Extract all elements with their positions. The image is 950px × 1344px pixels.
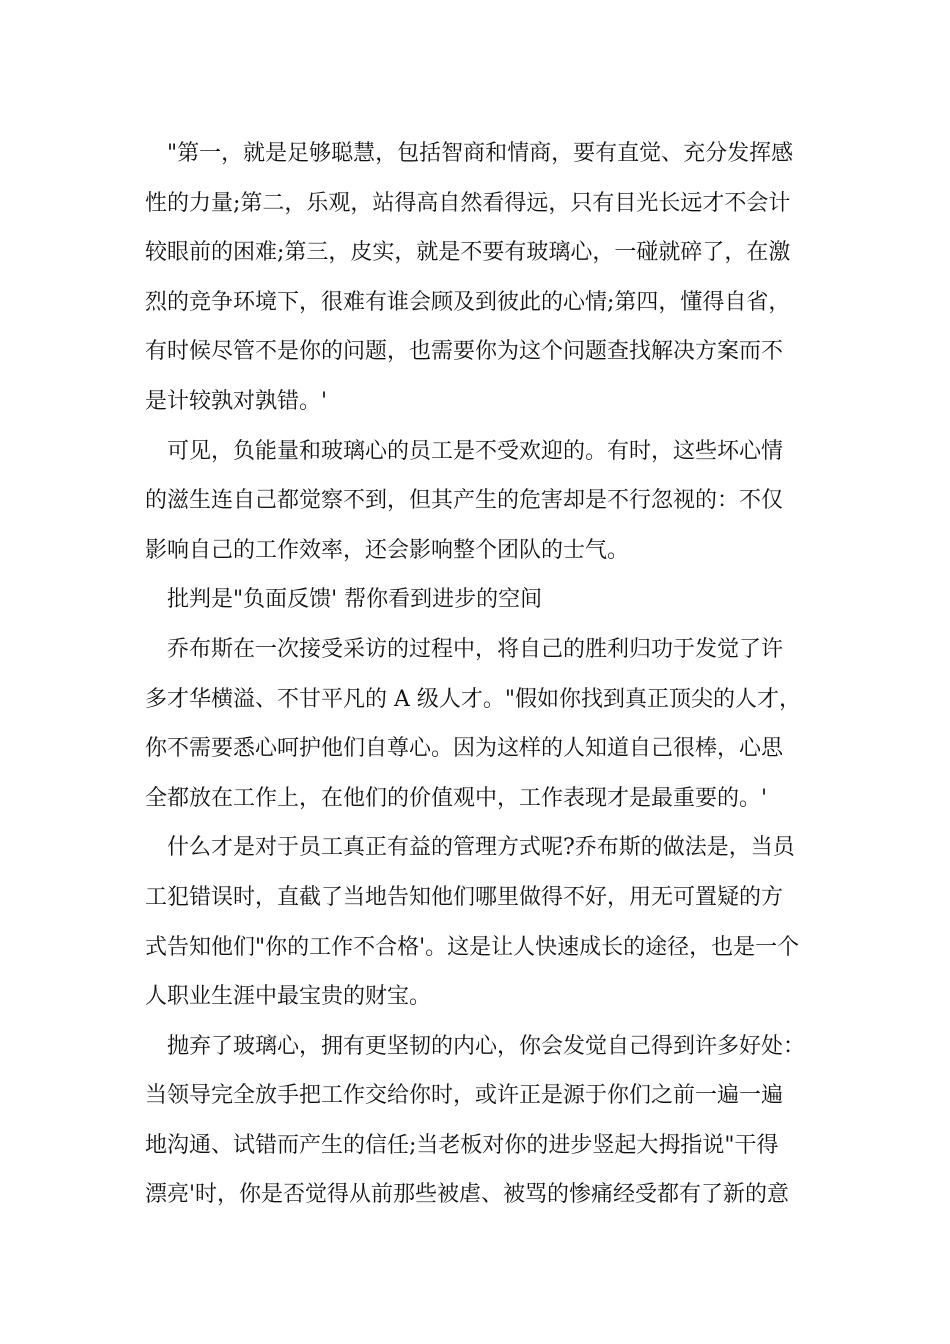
text-line: 当领导完全放手把工作交给你时，或许正是源于你们之前一遍一遍: [145, 1083, 784, 1109]
section-heading: 批判是"负面反馈' 帮你看到进步的空间: [167, 587, 543, 613]
text-line: 烈的竞争环境下，很难有谁会顾及到彼此的心情;第四，懂得自省，: [145, 289, 791, 315]
text-line: 多才华横溢、不甘平凡的 A 级人才。"假如你找到真正顶尖的人才，: [145, 686, 801, 712]
text-line: 影响自己的工作效率，还会影响整个团队的士气。: [145, 537, 630, 563]
text-line: 工犯错误时，直截了当地告知他们哪里做得不好，用无可置疑的方: [145, 884, 784, 910]
text-line: 抛弃了玻璃心，拥有更坚韧的内心，你会发觉自己得到许多好处：: [167, 1033, 806, 1059]
text-line: 人职业生涯中最宝贵的财宝。: [145, 984, 432, 1010]
text-line: 有时候尽管不是你的问题，也需要你为这个问题查找解决方案而不: [145, 339, 784, 365]
text-line: 是计较孰对孰错。': [145, 388, 328, 414]
text-line: 较眼前的困难;第三，皮实，就是不要有玻璃心，一碰就碎了，在激: [145, 240, 791, 266]
text-line: 可见，负能量和玻璃心的员工是不受欢迎的。有时，这些坏心情: [167, 438, 784, 464]
text-line: 式告知他们"你的工作不合格'。这是让人快速成长的途径，也是一个: [145, 934, 800, 960]
text-line: 的滋生连自己都觉察不到，但其产生的危害却是不行忽视的：不仅: [145, 488, 784, 514]
text-line: 地沟通、试错而产生的信任;当老板对你的进步竖起大拇指说"干得: [145, 1132, 779, 1158]
text-line: 什么才是对于员工真正有益的管理方式呢?乔布斯的做法是，当员: [167, 835, 795, 861]
text-line: 乔布斯在一次接受采访的过程中，将自己的胜利归功于发觉了许: [167, 636, 784, 662]
document-body: [145, 129, 810, 1220]
text-line: "第一，就是足够聪慧，包括智商和情商，要有直觉、充分发挥感: [167, 141, 794, 166]
text-line: 全都放在工作上，在他们的价值观中，工作表现才是最重要的。': [145, 785, 768, 811]
text-line: 你不需要悉心呵护他们自尊心。因为这样的人知道自己很棒，心思: [145, 736, 784, 762]
text-line: 漂亮'时，你是否觉得从前那些被虐、被骂的惨痛经受都有了新的意: [145, 1182, 790, 1208]
text-line: 性的力量;第二，乐观，站得高自然看得远，只有目光长远才不会计: [145, 190, 791, 216]
